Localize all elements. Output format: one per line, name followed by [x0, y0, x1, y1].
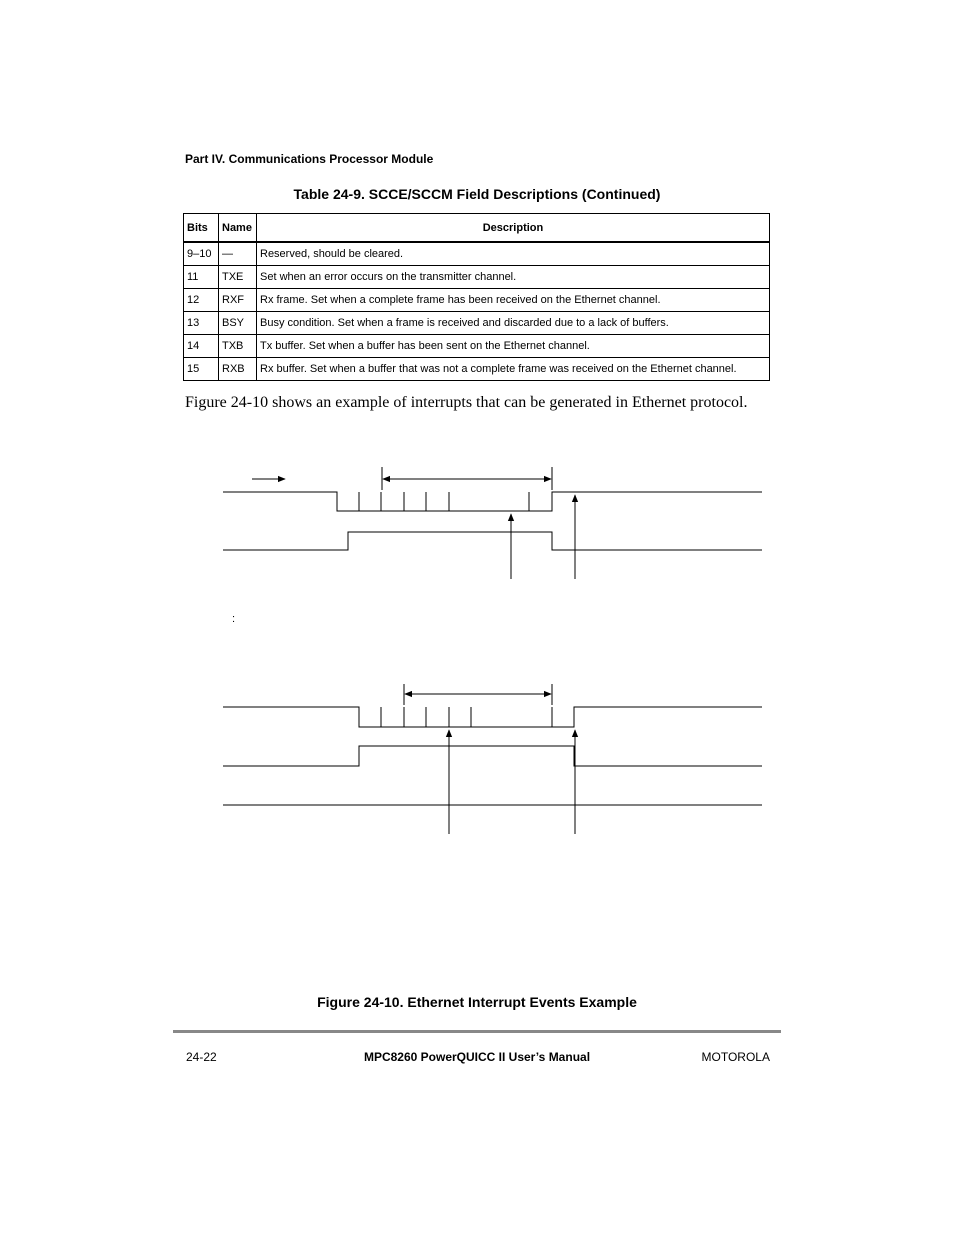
body-paragraph: Figure 24-10 shows an example of interrupts that can be generated in Ethernet protocol. [185, 394, 748, 411]
cell-name: — [219, 242, 257, 266]
cell-name: RXF [219, 289, 257, 312]
page-number: 24-22 [186, 1050, 217, 1064]
table-title: Table 24-9. SCCE/SCCM Field Descriptions (Continued) [293, 186, 661, 202]
column-header-bits: Bits [184, 214, 219, 243]
carrier-sense-signal [223, 746, 762, 766]
cell-bits: 14 [184, 335, 219, 358]
frame-line [223, 707, 762, 727]
figure-caption: Figure 24-10. Ethernet Interrupt Events Example [317, 994, 637, 1010]
carrier-sense-signal [223, 532, 762, 550]
colon-label: : [232, 613, 236, 625]
transmit-timing-group [223, 684, 762, 834]
column-header-description: Description [257, 214, 770, 243]
company-name: MOTOROLA [701, 1050, 770, 1064]
cell-description: Rx frame. Set when a complete frame has been received on the Ethernet channel. [257, 289, 770, 312]
cell-description: Tx buffer. Set when a buffer has been sent on the Ethernet channel. [257, 335, 770, 358]
cell-bits: 11 [184, 266, 219, 289]
frame-line [223, 492, 762, 511]
cell-name: BSY [219, 312, 257, 335]
cell-name: TXB [219, 335, 257, 358]
cell-description: Set when an error occurs on the transmitter channel. [257, 266, 770, 289]
footer-divider [173, 1030, 781, 1033]
manual-title: MPC8260 PowerQUICC II User’s Manual [363, 1050, 591, 1064]
cell-bits: 12 [184, 289, 219, 312]
cell-bits: 15 [184, 358, 219, 381]
cell-description: Rx buffer. Set when a buffer that was not a complete frame was received on the Ethernet channel. [257, 358, 770, 381]
running-header: Part IV. Communications Processor Module [185, 152, 434, 166]
cell-description: Busy condition. Set when a frame is received and discarded due to a lack of buffers. [257, 312, 770, 335]
cell-description: Reserved, should be cleared. [257, 242, 770, 266]
column-header-name: Name [219, 214, 257, 243]
cell-name: RXB [219, 358, 257, 381]
receive-timing-group [223, 467, 762, 579]
cell-name: TXE [219, 266, 257, 289]
cell-bits: 9–10 [184, 242, 219, 266]
cell-bits: 13 [184, 312, 219, 335]
